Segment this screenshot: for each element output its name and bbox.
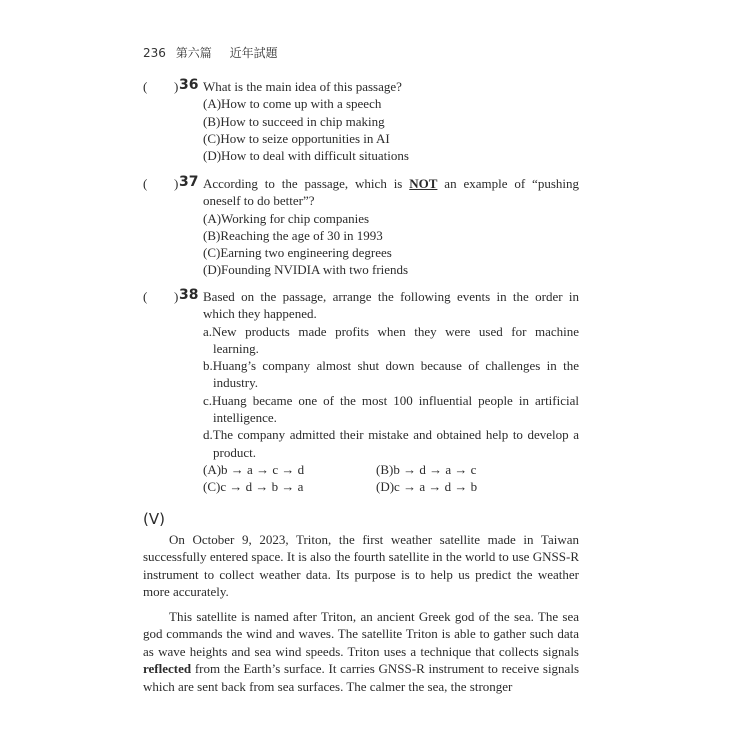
question-stem: Based on the passage, arrange the following events in the order in which they happened. bbox=[203, 289, 579, 322]
event-b: b.Huang’s company almost shut down because of challenges in the industry. bbox=[203, 358, 579, 391]
option-a: (A)Working for chip companies bbox=[203, 210, 370, 226]
question-stem: What is the main idea of this passage? bbox=[203, 79, 402, 94]
passage-paragraph-1: On October 9, 2023, Triton, the first weather satellite made in Taiwan successfully entered space. It is also the fourth satellite in the world to use GNSS-R instrument to collect weather data. Its purpose is to help us predict the weather more accurately. bbox=[143, 532, 579, 600]
passage-section-label: (V) bbox=[143, 510, 165, 528]
question-37 bbox=[143, 175, 579, 279]
option-d: (D)c → a → d → b bbox=[376, 479, 478, 495]
bold-word-reflected: reflected bbox=[143, 661, 192, 677]
question-body bbox=[203, 175, 579, 279]
question-body bbox=[203, 288, 579, 496]
question-stem bbox=[203, 175, 579, 210]
option-c: (C)c → d → b → a bbox=[203, 479, 304, 495]
emphasis-not: NOT bbox=[409, 176, 438, 191]
answer-blank-open: ( bbox=[143, 176, 148, 191]
option-c: (C)How to seize opportunities in AI bbox=[203, 130, 390, 146]
question-number: 37 bbox=[179, 174, 199, 190]
answer-blank-open: ( bbox=[143, 289, 148, 304]
option-b: (B)How to succeed in chip making bbox=[203, 113, 385, 129]
answer-blank-close: ) bbox=[174, 176, 179, 191]
page-header bbox=[143, 44, 278, 61]
question-38 bbox=[143, 288, 579, 496]
option-b: (B)b → d → a → c bbox=[376, 461, 477, 477]
question-number: 38 bbox=[179, 287, 199, 303]
option-a: (A)b → a → c → d bbox=[203, 461, 305, 477]
event-d: d.The company admitted their mistake and obtained help to develop a product. bbox=[203, 427, 579, 460]
option-d: (D)How to deal with difficult situations bbox=[203, 148, 409, 164]
answer-blank-close: ) bbox=[174, 289, 179, 304]
option-c: (C)Earning two engineering degrees bbox=[203, 245, 392, 261]
answer-blank-open: ( bbox=[143, 79, 148, 94]
question-body bbox=[203, 78, 579, 164]
stem-text-after: an example of “pushing oneself to do better”? bbox=[203, 176, 580, 209]
paragraph-text-before: This satellite is named after Triton, an ancient Greek god of the sea. The sea god commands the wind and waves. The satellite Triton is able to gather such data as wave heights and sea wind speeds. Triton uses a technique that collects signals bbox=[143, 609, 579, 659]
option-a: (A)How to come up with a speech bbox=[203, 96, 382, 112]
option-grid bbox=[203, 461, 579, 496]
question-number: 36 bbox=[179, 77, 199, 93]
answer-blank-close: ) bbox=[174, 79, 179, 94]
paragraph-text-after: from the Earth’s surface. It carries GNSS-R instrument to receive signals which are sent back from sea surfaces. The calmer the sea, the stronger bbox=[143, 661, 579, 694]
section-label-header: 第六篇 bbox=[175, 46, 212, 60]
stem-text-before: According to the passage, which is bbox=[203, 176, 410, 191]
option-b: (B)Reaching the age of 30 in 1993 bbox=[203, 227, 383, 243]
event-a: a.New products made profits when they were used for machine learning. bbox=[203, 323, 579, 356]
option-d: (D)Founding NVIDIA with two friends bbox=[203, 262, 409, 278]
event-c: c.Huang became one of the most 100 influential people in artificial intelligence. bbox=[203, 392, 579, 426]
header-title: 近年試題 bbox=[229, 46, 278, 60]
page-number: 236 bbox=[143, 46, 166, 60]
passage-paragraph-2 bbox=[143, 608, 579, 695]
question-36 bbox=[143, 78, 579, 164]
